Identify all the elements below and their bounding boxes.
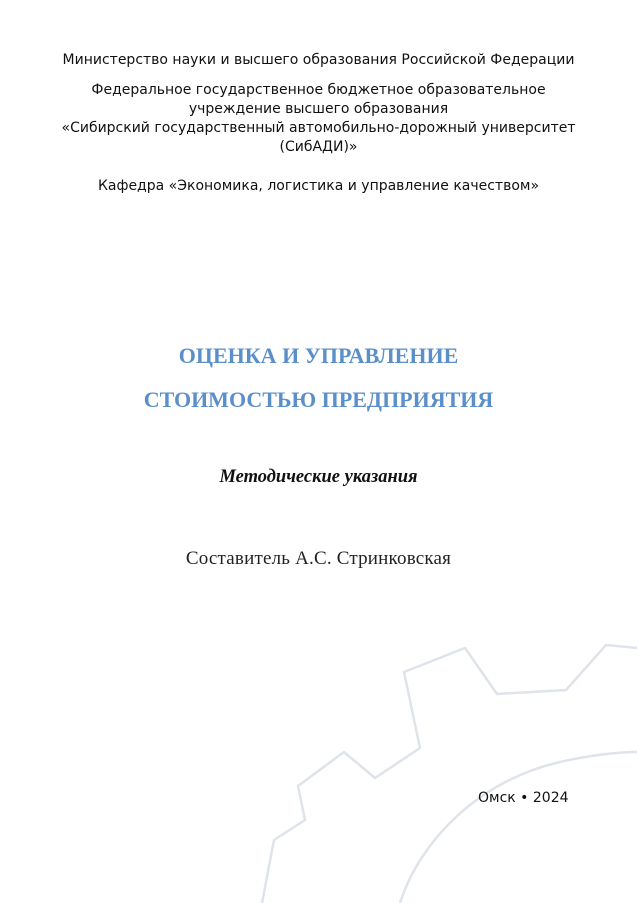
- title-line-1: ОЦЕНКА И УПРАВЛЕНИЕ: [178, 343, 459, 368]
- ministry-line: Министерство науки и высшего образования Российской Федерации: [62, 52, 575, 68]
- institution-line-1: Федеральное государственное бюджетное образовательное: [91, 82, 546, 98]
- city-year: Омск • 2024: [478, 790, 569, 806]
- institution-line-4: (СибАДИ)»: [279, 139, 358, 155]
- compiler-line: Составитель А.С. Стринковская: [185, 548, 452, 569]
- title-line-2: СТОИМОСТЬЮ ПРЕДПРИЯТИЯ: [143, 387, 494, 412]
- institution-line-3: «Сибирский государственный автомобильно-дорожный университет: [61, 120, 576, 136]
- institution-line-2: учреждение высшего образования: [188, 101, 449, 117]
- subtitle: Методические указания: [219, 467, 418, 487]
- department-line: Кафедра «Экономика, логистика и управление качеством»: [97, 178, 540, 194]
